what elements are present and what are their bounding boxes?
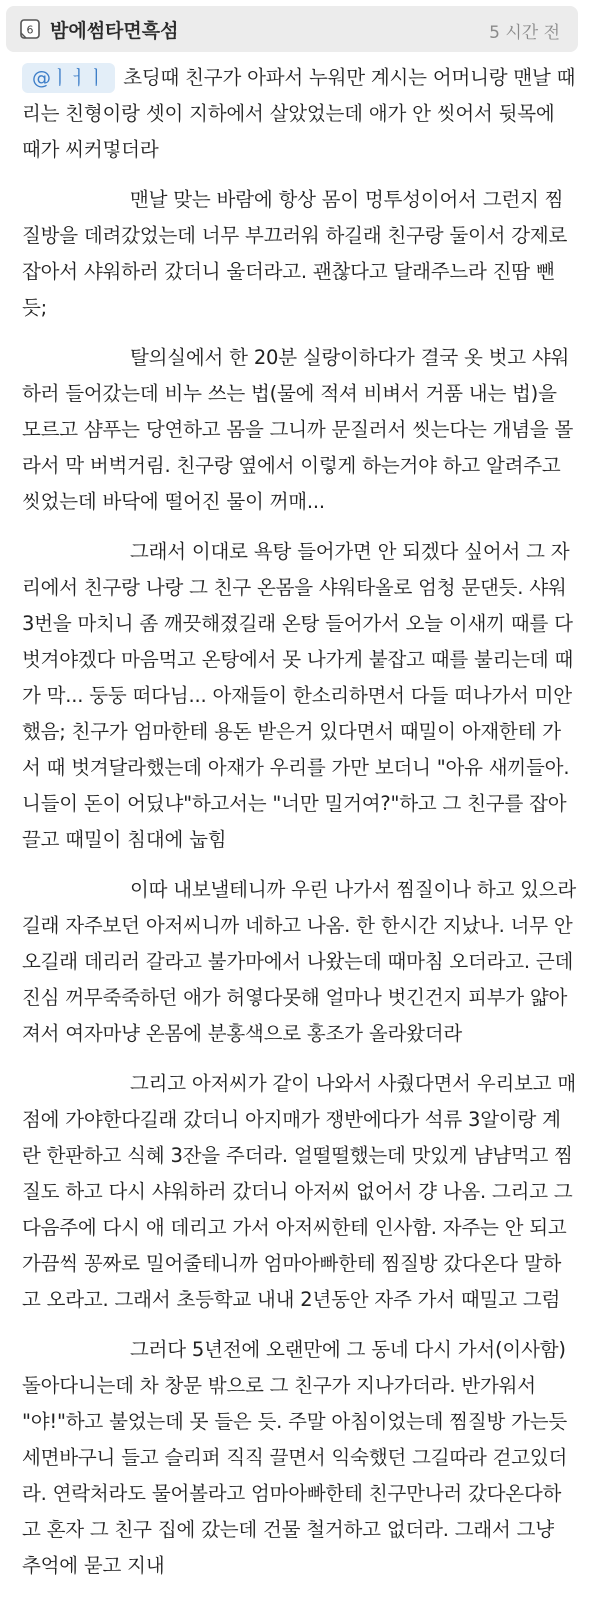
board-title[interactable]: 밤에썸타면흑섬 bbox=[50, 20, 179, 42]
post-header bbox=[6, 6, 578, 52]
post-paragraph: 이따 내보낼테니까 우린 나가서 찜질이나 하고 있으라길래 자주보던 아저씨니까 네하고 나옴. 한 한시간 지났나. 너무 안 오길래 데리러 갈라고 불가마에서 나왔는데 때마침 오더라고. 근데 진심 꺼무죽죽하던 애가 허옇다못해 얼마나 벗긴건지 피부가 얇아져서 여자마냥 온몸에 분홍색으로 홍조가 올라왔더라 bbox=[22, 878, 577, 1045]
post-timestamp: 5 시간 전 bbox=[489, 23, 560, 43]
post-paragraph: 그러다 5년전에 오랜만에 그 동네 다시 가서(이사함) 돌아다니는데 차 창문 밖으로 그 친구가 지나가더라. 반가워서 "야!"하고 불었는데 못 들은 듯. 주말 아침이었는데 찜질방 가는듯 세면바구니 들고 슬리퍼 직직 끌면서 익숙했던 그길따라 걷고있더라. 연락처라도 물어볼라고 엄마아빠한테 친구만나러 갔다온다하고 혼자 그 친구 집에 갔는데 건물 철거하고 없더라. 그래서 그냥 추억에 묻고 지내 bbox=[22, 1338, 568, 1577]
board-icon bbox=[20, 19, 40, 39]
post-body bbox=[22, 60, 578, 1598]
svg-text:6: 6 bbox=[26, 23, 34, 37]
post-paragraph bbox=[22, 60, 578, 168]
post-paragraph: 탈의실에서 한 20분 실랑이하다가 결국 옷 벗고 샤워하러 들어갔는데 비누 쓰는 법(물에 적셔 비벼서 거품 내는 법)을 모르고 샴푸는 당연하고 몸을 그니까 문질러서 씻는다는 개념을 몰라서 막 버벅거림. 친구랑 옆에서 이렇게 하는거야 하고 알려주고 씻었는데 바닥에 떨어진 물이 꺼매... bbox=[22, 346, 574, 513]
post-paragraph: 그래서 이대로 욕탕 들어가면 안 되겠다 싶어서 그 자리에서 친구랑 나랑 그 친구 온몸을 샤워타올로 엄청 문댄듯. 샤워 3번을 마치니 좀 깨끗해졌길래 온탕 들어가서 오늘 이새끼 때를 다 벗겨야겠다 마음먹고 온탕에서 못 나가게 붙잡고 때를 불리는데 때가 막... 둥둥 떠다님... 아재들이 한소리하면서 다들 떠나가서 미안했음; 친구가 엄마한테 용돈 받은거 있다면서 때밀이 아재한테 가서 때 벗겨달라했는데 아재가 우리를 가만 보더니 "아유 새끼들아. 니들이 돈이 어딨냐"하고서는 "너만 밀거여?"하고 그 친구를 잡아 끌고 때밀이 침대에 눕힘 bbox=[22, 540, 574, 851]
user-mention[interactable]: @ㅣㅓㅣ bbox=[22, 63, 115, 93]
post-paragraph: 그리고 아저씨가 같이 나와서 사줬다면서 우리보고 매점에 가야한다길래 갔더니 아지매가 쟁반에다가 석류 3알이랑 계란 한판하고 식혜 3잔을 주더라. 얼떨떨했는데 맛있게 냠냠먹고 찜질도 하고 다시 샤워하러 갔더니 아저씨 없어서 걍 나옴. 그리고 그 다음주에 다시 애 데리고 가서 아저씨한테 인사함. 자주는 안 되고 가끔씩 꽁짜로 밀어줄테니까 엄마아빠한테 찜질방 갔다온다 말하고 오라고. 그래서 초등학교 내내 2년동안 자주 가서 때밀고 그럼 bbox=[22, 1072, 577, 1311]
post-paragraph: 맨날 맞는 바람에 항상 몸이 멍투성이어서 그런지 찜질방을 데려갔었는데 너무 부끄러워 하길래 친구랑 둘이서 강제로 잡아서 샤워하러 갔더니 울더라고. 괜찮다고 달래주느라 진땀 뺀듯; bbox=[22, 188, 568, 319]
paragraph-text: 초딩때 친구가 아파서 누워만 계시는 어머니랑 맨날 때리는 친형이랑 셋이 지하에서 살았었는데 애가 안 씻어서 뒷목에 때가 씨커멓더라 bbox=[22, 66, 576, 161]
